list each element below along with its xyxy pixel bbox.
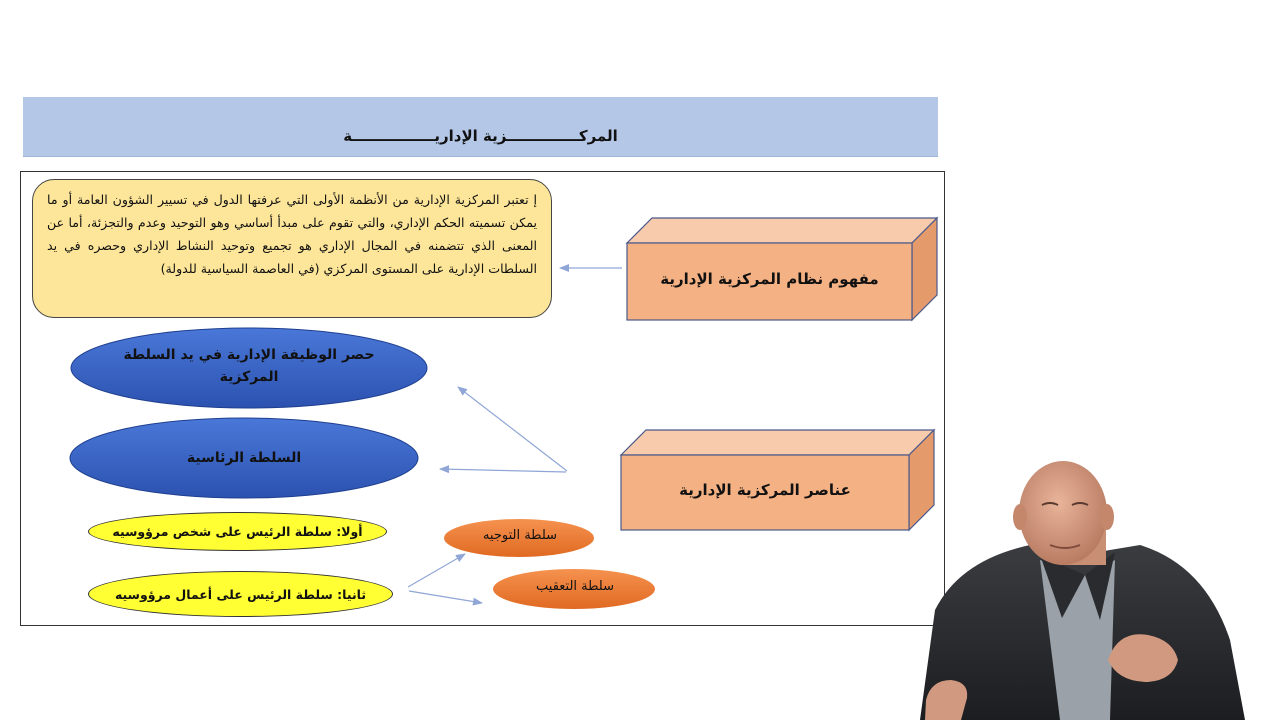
definition-box: إ تعتبر المركزية الإدارية من الأنظمة الأولى التي عرفتها الدول في تسيير الشؤون العامة أو ما يمكن تسميته الحكم الإداري، والتي تقوم على مبدأ أساسي وهو التوحيد وعدم والتجزئة، أما عن المعنى الذي تتضمنه في المجال الإداري هو تجميع وتوحيد النشاط الإداري وحصره في يد السلطات الإدارية على المستوى المركزي (في العاصمة السياسية للدولة) — [32, 179, 552, 318]
elements-box-label: عناصر المركزية الإدارية — [679, 481, 851, 499]
concept-box-3d — [627, 218, 937, 320]
arrow-to-direction — [408, 554, 465, 587]
second-authority-pill: ثانيا: سلطة الرئيس على أعمال مرؤوسيه — [88, 571, 393, 617]
direction-authority-label: سلطة التوجيه — [482, 528, 558, 543]
presenter-video — [920, 461, 1245, 720]
elements-box-3d — [621, 430, 934, 530]
review-authority-label: سلطة التعقيب — [536, 579, 614, 594]
arrow-to-review — [409, 591, 482, 603]
element-1-text — [90, 344, 408, 388]
element-2-text: السلطة الرئاسية — [186, 450, 302, 466]
concept-box-label: مفهوم نظام المركزية الإدارية — [660, 270, 879, 288]
first-authority-pill: أولا: سلطة الرئيس على شخص مرؤوسيه — [88, 512, 387, 551]
element-1-line1: حصر الوظيفة الإدارية في يد السلطة — [123, 347, 375, 363]
arrow-elements-to-oval1 — [458, 387, 567, 471]
element-1-line2: المركزية — [219, 369, 279, 385]
slide-title: المركــــــــــــــزية الإداريــــــــــــــــة — [343, 127, 618, 145]
arrow-elements-to-oval2 — [440, 469, 566, 472]
